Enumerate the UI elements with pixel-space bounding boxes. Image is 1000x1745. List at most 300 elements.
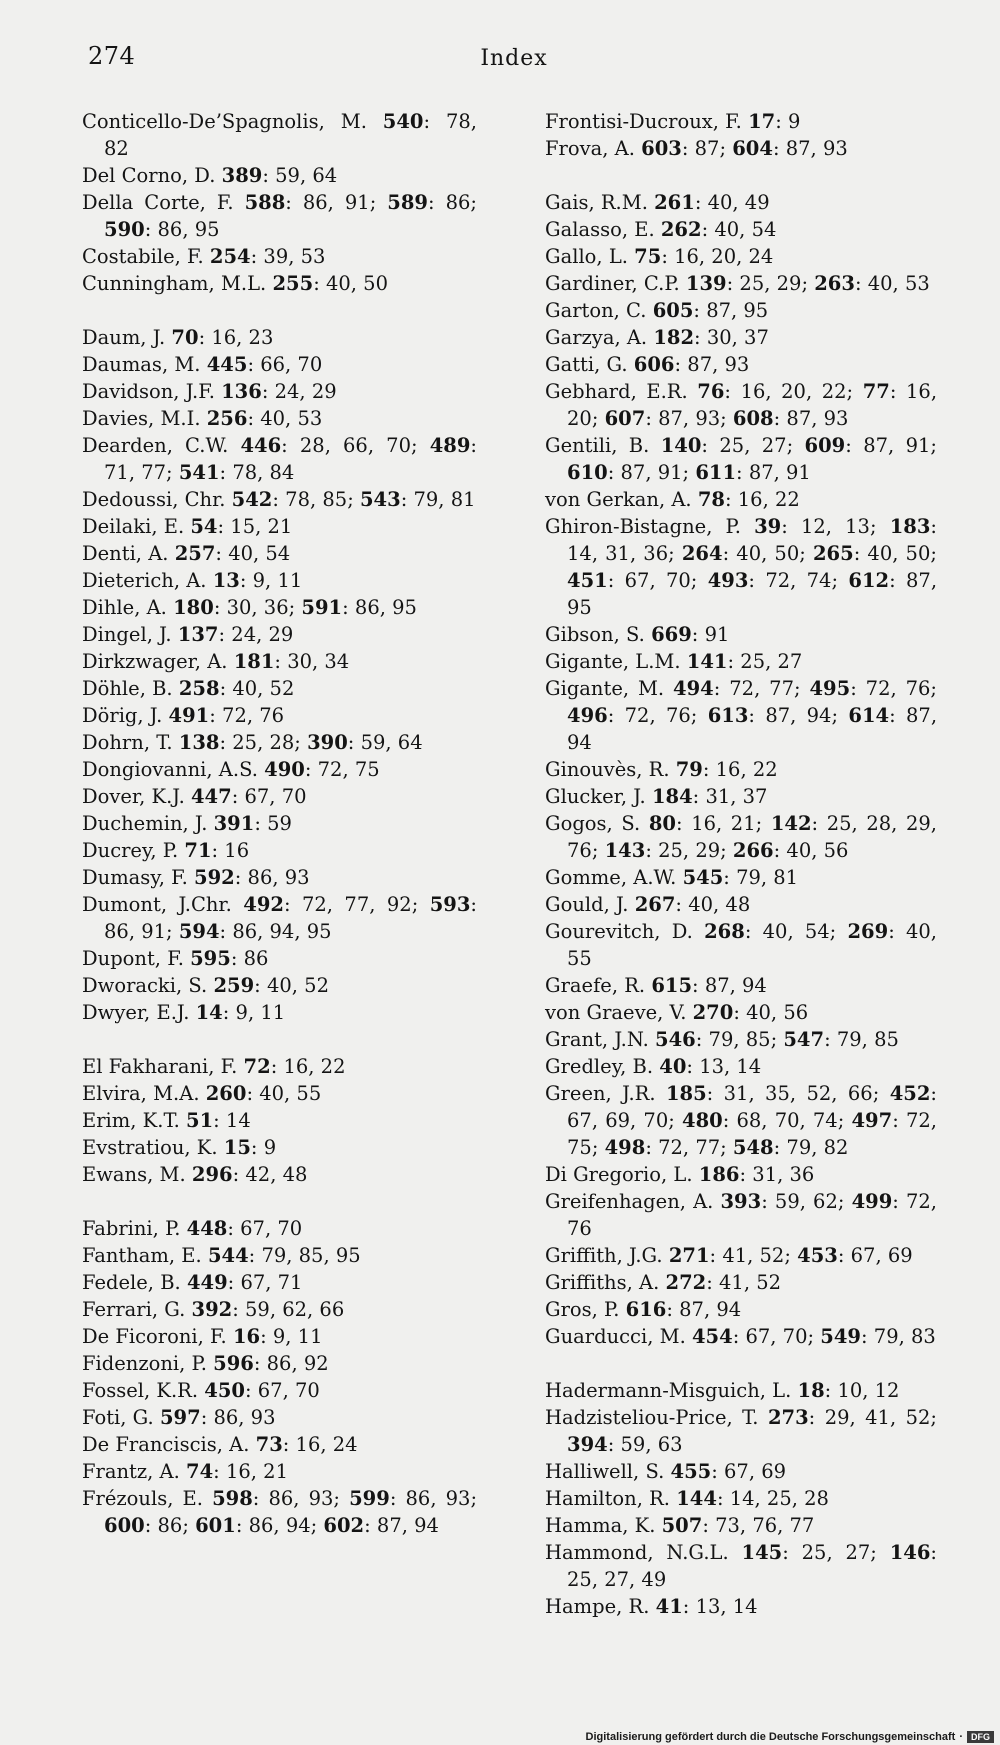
index-entry: Hadzisteliou-Price, T. 273: 29, 41, 52; 394: 59, 63 — [545, 1406, 937, 1456]
author-name: Hamma, K. — [545, 1514, 656, 1537]
author-name: Dohrn, T. — [82, 731, 173, 754]
index-entry: Dwyer, E.J. 14: 9, 11 — [82, 1001, 286, 1024]
author-name: Greifenhagen, A. — [545, 1190, 714, 1213]
item-number: 263 — [814, 272, 855, 295]
index-entry: Dupont, F. 595: 86 — [82, 947, 269, 970]
index-entry: Hadermann-Misguich, L. 18: 10, 12 — [545, 1379, 900, 1402]
page-refs: 16, 22 — [715, 758, 778, 781]
page-refs: 42, 48 — [245, 1163, 308, 1186]
page-refs: 13, 14 — [695, 1595, 758, 1618]
item-number: 75 — [634, 245, 662, 268]
page-refs: 78, 85 — [285, 488, 348, 511]
author-name: Ginouvès, R. — [545, 758, 670, 781]
author-name: Guarducci, M. — [545, 1325, 686, 1348]
page-refs: 72, 76 — [624, 704, 691, 727]
item-number: 184 — [651, 785, 693, 808]
page-refs: 79, 82 — [786, 1136, 849, 1159]
item-number: 41 — [655, 1595, 683, 1618]
item-number: 588 — [244, 191, 286, 214]
index-entry: Foti, G. 597: 86, 93 — [82, 1406, 276, 1429]
index-entry: Griffiths, A. 272: 41, 52 — [545, 1271, 782, 1294]
item-number: 592 — [194, 866, 235, 889]
page-refs: 40, 54 — [714, 218, 777, 241]
item-number: 266 — [732, 839, 774, 862]
page-refs: 40, 56 — [786, 839, 849, 862]
item-number: 79 — [675, 758, 703, 781]
item-number: 77 — [862, 380, 890, 403]
author-name: Foti, G. — [82, 1406, 154, 1429]
item-number: 264 — [681, 542, 723, 565]
author-name: Halliwell, S. — [545, 1460, 665, 1483]
item-number: 39 — [754, 515, 782, 538]
item-number: 269 — [847, 920, 889, 943]
page-refs: 87, 93 — [786, 407, 849, 430]
index-entry: Dongiovanni, A.S. 490: 72, 75 — [82, 758, 380, 781]
author-name: Fidenzoni, P. — [82, 1352, 207, 1375]
item-number: 614 — [848, 704, 890, 727]
item-number: 591 — [301, 596, 343, 619]
item-number: 597 — [159, 1406, 201, 1429]
page-refs: 31, 37 — [705, 785, 768, 808]
page-refs: 25, 29 — [658, 839, 721, 862]
index-entry: Fantham, E. 544: 79, 85, 95 — [82, 1244, 361, 1267]
page-refs: 40, 53 — [260, 407, 323, 430]
index-entry: Elvira, M.A. 260: 40, 55 — [82, 1082, 322, 1105]
author-name: Frova, A. — [545, 137, 635, 160]
item-number: 669 — [651, 623, 692, 646]
page-refs: 79, 83 — [873, 1325, 936, 1348]
index-entry: Del Corno, D. 389: 59, 64 — [82, 164, 338, 187]
page-refs: 87, 91 — [620, 461, 683, 484]
item-number: 71 — [184, 839, 212, 862]
index-entry: Dieterich, A. 13: 9, 11 — [82, 569, 303, 592]
page-refs: 86, 95 — [157, 218, 220, 241]
item-number: 296 — [191, 1163, 233, 1186]
page-refs: 41, 52 — [719, 1271, 782, 1294]
page-refs: 40, 56 — [746, 1001, 809, 1024]
item-number: 141 — [686, 650, 728, 673]
index-entry: Green, J.R. 185: 31, 35, 52, 66; 452: 67, 69, 70; 480: 68, 70, 74; 497: 72, 75; 498: 72, 77; 548: 79, 82 — [545, 1082, 937, 1159]
page-refs: 67, 70 — [244, 785, 307, 808]
page-refs: 79, 85 — [708, 1028, 771, 1051]
author-name: Dirkzwager, A. — [82, 650, 228, 673]
page-refs: 86 — [445, 191, 471, 214]
item-number: 181 — [233, 650, 275, 673]
page-refs: 73, 76, 77 — [715, 1514, 815, 1537]
author-name: Gallo, L. — [545, 245, 628, 268]
item-number: 261 — [654, 191, 695, 214]
index-entry: Galasso, E. 262: 40, 54 — [545, 218, 777, 241]
index-entry: Gould, J. 267: 40, 48 — [545, 893, 751, 916]
item-number: 78 — [697, 488, 725, 511]
page-refs: 41, 52 — [722, 1244, 785, 1267]
page-refs: 59, 64 — [360, 731, 423, 754]
author-name: Davidson, J.F. — [82, 380, 215, 403]
page-refs: 86, 91 — [302, 191, 370, 214]
page-refs: 78, 84 — [232, 461, 295, 484]
index-entry: Garzya, A. 182: 30, 37 — [545, 326, 769, 349]
index-entry: Dörig, J. 491: 72, 76 — [82, 704, 285, 727]
page-refs: 87, 94 — [704, 974, 767, 997]
page-refs: 31, 35, 52, 66 — [723, 1082, 873, 1105]
item-number: 603 — [641, 137, 682, 160]
item-number: 595 — [190, 947, 231, 970]
item-number: 137 — [177, 623, 219, 646]
page-refs: 40, 55 — [259, 1082, 322, 1105]
index-entry: Ferrari, G. 392: 59, 62, 66 — [82, 1298, 345, 1321]
page-refs: 86, 93 — [213, 1406, 276, 1429]
index-entry: von Graeve, V. 270: 40, 56 — [545, 1001, 809, 1024]
page-refs: 67, 69, 70 — [567, 1109, 669, 1132]
index-entry: Dedoussi, Chr. 542: 78, 85; 543: 79, 81 — [82, 488, 476, 511]
item-number: 542 — [231, 488, 273, 511]
page-refs: 87, 94 — [679, 1298, 742, 1321]
item-number: 254 — [209, 245, 251, 268]
author-name: Daumas, M. — [82, 353, 201, 376]
item-number: 257 — [174, 542, 216, 565]
author-name: Gould, J. — [545, 893, 629, 916]
item-number: 445 — [206, 353, 248, 376]
item-number: 143 — [604, 839, 646, 862]
author-name: Ferrari, G. — [82, 1298, 186, 1321]
author-name: Frézouls, E. — [82, 1487, 203, 1510]
index-entry: Dworacki, S. 259: 40, 52 — [82, 974, 329, 997]
author-name: Ghiron-Bistagne, P. — [545, 515, 741, 538]
index-entry: Dumasy, F. 592: 86, 93 — [82, 866, 310, 889]
item-number: 142 — [770, 812, 812, 835]
index-entry: Ewans, M. 296: 42, 48 — [82, 1163, 308, 1186]
item-number: 271 — [668, 1244, 710, 1267]
item-number: 13 — [212, 569, 240, 592]
page-refs: 78, 82 — [104, 110, 477, 160]
author-name: Griffith, J.G. — [545, 1244, 663, 1267]
index-entry: De Ficoroni, F. 16: 9, 11 — [82, 1325, 323, 1348]
index-entry: Hammond, N.G.L. 145: 25, 27; 146: 25, 27, 49 — [545, 1541, 937, 1591]
page-refs: 87, 95 — [706, 299, 769, 322]
item-number: 600 — [104, 1514, 145, 1537]
author-name: Hamilton, R. — [545, 1487, 671, 1510]
index-entry: Daumas, M. 445: 66, 70 — [82, 353, 323, 376]
index-entry: Fossel, K.R. 450: 67, 70 — [82, 1379, 320, 1402]
item-number: 596 — [213, 1352, 254, 1375]
index-entry: Cunningham, M.L. 255: 40, 50 — [82, 272, 388, 295]
page-refs: 86 — [157, 1514, 183, 1537]
item-number: 182 — [653, 326, 695, 349]
index-entry: Gais, R.M. 261: 40, 49 — [545, 191, 770, 214]
item-number: 599 — [349, 1487, 390, 1510]
author-name: Hadzisteliou-Price, T. — [545, 1406, 759, 1429]
author-name: Gigante, M. — [545, 677, 665, 700]
page-refs: 86, 93 — [268, 1487, 334, 1510]
index-entry: El Fakharani, F. 72: 16, 22 — [82, 1055, 346, 1078]
author-name: Graefe, R. — [545, 974, 646, 997]
item-number: 272 — [665, 1271, 707, 1294]
item-number: 547 — [783, 1028, 825, 1051]
page-refs: 25, 27 — [719, 434, 787, 457]
item-number: 389 — [221, 164, 263, 187]
page-refs: 25, 28, 29, 76 — [567, 812, 937, 862]
index-entry: Gardiner, C.P. 139: 25, 29; 263: 40, 53 — [545, 272, 930, 295]
item-number: 259 — [213, 974, 255, 997]
item-number: 608 — [732, 407, 774, 430]
author-name: Fabrini, P. — [82, 1217, 181, 1240]
item-number: 543 — [359, 488, 401, 511]
item-number: 268 — [704, 920, 745, 943]
index-entry: Gallo, L. 75: 16, 20, 24 — [545, 245, 774, 268]
item-number: 80 — [648, 812, 676, 835]
page-refs: 10, 12 — [837, 1379, 900, 1402]
item-number: 273 — [767, 1406, 809, 1429]
author-name: Frantz, A. — [82, 1460, 180, 1483]
page-refs: 86, 92 — [266, 1352, 329, 1375]
letter-group-gap — [545, 162, 937, 189]
item-number: 613 — [707, 704, 749, 727]
author-name: De Franciscis, A. — [82, 1433, 250, 1456]
item-number: 391 — [213, 812, 255, 835]
index-entry: Fabrini, P. 448: 67, 70 — [82, 1217, 303, 1240]
item-number: 452 — [889, 1082, 931, 1105]
author-name: Gros, P. — [545, 1298, 620, 1321]
author-name: Hampe, R. — [545, 1595, 650, 1618]
page-refs: 68, 70, 74 — [736, 1109, 838, 1132]
item-number: 16 — [232, 1325, 261, 1348]
author-name: Duchemin, J. — [82, 812, 208, 835]
author-name: Gredley, B. — [545, 1055, 654, 1078]
page-refs: 86, 93 — [405, 1487, 471, 1510]
item-number: 15 — [223, 1136, 251, 1159]
author-name: Dongiovanni, A.S. — [82, 758, 258, 781]
page-refs: 40, 49 — [707, 191, 770, 214]
index-entry: Gros, P. 616: 87, 94 — [545, 1298, 742, 1321]
page-refs: 72, 76 — [222, 704, 285, 727]
author-name: Fossel, K.R. — [82, 1379, 199, 1402]
author-name: Daum, J. — [82, 326, 166, 349]
index-entry: Ducrey, P. 71: 16 — [82, 839, 250, 862]
author-name: Hammond, N.G.L. — [545, 1541, 729, 1564]
author-name: Green, J.R. — [545, 1082, 656, 1105]
index-entry: Davidson, J.F. 136: 24, 29 — [82, 380, 337, 403]
author-name: Costabile, F. — [82, 245, 204, 268]
item-number: 507 — [661, 1514, 703, 1537]
page-refs: 72, 76 — [567, 1190, 937, 1240]
page-refs: 16, 20 — [567, 380, 938, 430]
author-name: Gourevitch, D. — [545, 920, 693, 943]
item-number: 260 — [205, 1082, 247, 1105]
index-entry: Frontisi-Ducroux, F. 17: 9 — [545, 110, 801, 133]
page-refs: 16, 21 — [691, 812, 756, 835]
item-number: 145 — [741, 1541, 783, 1564]
index-entry: Erim, K.T. 51: 14 — [82, 1109, 251, 1132]
author-name: Dworacki, S. — [82, 974, 208, 997]
author-name: Glucker, J. — [545, 785, 646, 808]
author-name: Dover, K.J. — [82, 785, 185, 808]
page-refs: 30, 37 — [706, 326, 769, 349]
page-refs: 16 — [224, 839, 250, 862]
index-column-left — [82, 108, 477, 1539]
author-name: Dörig, J. — [82, 704, 163, 727]
page-refs: 16, 22 — [283, 1055, 346, 1078]
index-entry: Conticello-De’Spagnolis, M. 540: 78, 82 — [82, 110, 477, 160]
page-refs: 79, 81 — [413, 488, 476, 511]
index-column-right — [545, 108, 937, 1620]
page-refs: 13, 14 — [699, 1055, 762, 1078]
item-number: 590 — [104, 218, 145, 241]
index-entry: Glucker, J. 184: 31, 37 — [545, 785, 768, 808]
index-entry: Gomme, A.W. 545: 79, 81 — [545, 866, 799, 889]
page-refs: 87, 94 — [765, 704, 832, 727]
item-number: 186 — [698, 1163, 740, 1186]
page-refs: 30, 34 — [287, 650, 350, 673]
item-number: 490 — [264, 758, 305, 781]
item-number: 598 — [212, 1487, 253, 1510]
author-name: Gentili, B. — [545, 434, 650, 457]
item-number: 448 — [186, 1217, 228, 1240]
item-number: 144 — [676, 1487, 717, 1510]
author-name: Evstratiou, K. — [82, 1136, 218, 1159]
item-number: 451 — [567, 569, 608, 592]
author-name: Galasso, E. — [545, 218, 655, 241]
index-entry: Dover, K.J. 447: 67, 70 — [82, 785, 307, 808]
item-number: 185 — [665, 1082, 707, 1105]
index-entry: De Franciscis, A. 73: 16, 24 — [82, 1433, 358, 1456]
running-head-title: Index — [480, 46, 548, 71]
index-entry: Guarducci, M. 454: 67, 70; 549: 79, 83 — [545, 1325, 936, 1348]
page-refs: 14, 25, 28 — [729, 1487, 829, 1510]
author-name: Erim, K.T. — [82, 1109, 180, 1132]
page-refs: 9 — [788, 110, 801, 133]
item-number: 612 — [848, 569, 890, 592]
letter-group-gap — [82, 297, 477, 324]
author-name: Grant, J.N. — [545, 1028, 649, 1051]
page-refs: 40, 50 — [325, 272, 388, 295]
item-number: 51 — [186, 1109, 214, 1132]
author-name: Gebhard, E.R. — [545, 380, 688, 403]
page-refs: 40, 55 — [567, 920, 937, 970]
page-refs: 67, 69 — [724, 1460, 787, 1483]
index-entry: Dearden, C.W. 446: 28, 66, 70; 489: 71, 77; 541: 78, 84 — [82, 434, 477, 484]
author-name: De Ficoroni, F. — [82, 1325, 227, 1348]
page-refs: 87, 93 — [785, 137, 848, 160]
item-number: 54 — [190, 515, 218, 538]
item-number: 450 — [204, 1379, 245, 1402]
page-refs: 16, 23 — [211, 326, 274, 349]
page-refs: 87, 93 — [658, 407, 721, 430]
page-refs: 29, 41, 52 — [824, 1406, 931, 1429]
author-name: Gigante, L.M. — [545, 650, 681, 673]
author-name: Dumont, J.Chr. — [82, 893, 232, 916]
page-refs: 25, 27 — [801, 1541, 871, 1564]
page-number: 274 — [88, 42, 136, 70]
item-number: 480 — [682, 1109, 723, 1132]
author-name: Dearden, C.W. — [82, 434, 229, 457]
item-number: 611 — [695, 461, 737, 484]
footer-text: Digitalisierung gefördert durch die Deutsche Forschungsgemeinschaft — [585, 1731, 956, 1743]
item-number: 390 — [307, 731, 348, 754]
author-name: Dupont, F. — [82, 947, 184, 970]
page-refs: 40, 53 — [867, 272, 930, 295]
page-refs: 86, 94 — [248, 1514, 311, 1537]
index-entry: Frantz, A. 74: 16, 21 — [82, 1460, 288, 1483]
page-refs: 72, 77, 92 — [301, 893, 412, 916]
item-number: 545 — [682, 866, 724, 889]
item-number: 499 — [851, 1190, 893, 1213]
index-entry: Halliwell, S. 455: 67, 69 — [545, 1460, 787, 1483]
item-number: 615 — [651, 974, 693, 997]
page-refs: 79, 81 — [736, 866, 799, 889]
page-refs: 59, 62, 66 — [245, 1298, 345, 1321]
page-refs: 67, 70 — [257, 1379, 320, 1402]
index-entry: Dumont, J.Chr. 492: 72, 77, 92; 593: 86, 91; 594: 86, 94, 95 — [82, 893, 477, 943]
page-refs: 40, 52 — [232, 677, 295, 700]
item-number: 180 — [173, 596, 214, 619]
author-name: Deilaki, E. — [82, 515, 185, 538]
item-number: 544 — [207, 1244, 249, 1267]
author-name: Ducrey, P. — [82, 839, 179, 862]
author-name: Frontisi-Ducroux, F. — [545, 110, 742, 133]
item-number: 495 — [809, 677, 851, 700]
item-number: 392 — [191, 1298, 233, 1321]
page-refs: 15, 21 — [230, 515, 293, 538]
letter-group-gap — [82, 1026, 477, 1053]
page-refs: 14 — [225, 1109, 251, 1132]
author-name: Ewans, M. — [82, 1163, 186, 1186]
page-refs: 67, 69 — [850, 1244, 913, 1267]
author-name: Gibson, S. — [545, 623, 645, 646]
index-entry: Frova, A. 603: 87; 604: 87, 93 — [545, 137, 848, 160]
item-number: 498 — [604, 1136, 646, 1159]
page-refs: 14, 31, 36 — [567, 542, 669, 565]
author-name: Döhle, B. — [82, 677, 173, 700]
page-refs: 9, 11 — [252, 569, 303, 592]
index-entry: Gebhard, E.R. 76: 16, 20, 22; 77: 16, 20; 607: 87, 93; 608: 87, 93 — [545, 380, 938, 430]
item-number: 18 — [797, 1379, 825, 1402]
item-number: 72 — [243, 1055, 271, 1078]
page-refs: 25, 28 — [232, 731, 295, 754]
index-entry: Ginouvès, R. 79: 16, 22 — [545, 758, 778, 781]
page-refs: 67, 70 — [624, 569, 691, 592]
item-number: 607 — [604, 407, 646, 430]
index-entry: Dingel, J. 137: 24, 29 — [82, 623, 294, 646]
page-refs: 87, 93 — [687, 353, 750, 376]
page-refs: 87, 94 — [567, 704, 938, 754]
index-entry: Griffith, J.G. 271: 41, 52; 453: 67, 69 — [545, 1244, 913, 1267]
index-entry: Evstratiou, K. 15: 9 — [82, 1136, 277, 1159]
page-refs: 87, 95 — [567, 569, 938, 619]
item-number: 449 — [186, 1271, 228, 1294]
item-number: 491 — [168, 704, 210, 727]
page-refs: 28, 66, 70 — [299, 434, 411, 457]
index-entry: Fidenzoni, P. 596: 86, 92 — [82, 1352, 329, 1375]
item-number: 140 — [660, 434, 702, 457]
digitization-footer — [586, 1731, 994, 1743]
index-entry: Gigante, M. 494: 72, 77; 495: 72, 76; 496: 72, 76; 613: 87, 94; 614: 87, 94 — [545, 677, 938, 754]
item-number: 589 — [387, 191, 428, 214]
index-entry: Grant, J.N. 546: 79, 85; 547: 79, 85 — [545, 1028, 899, 1051]
author-name: Gogos, S. — [545, 812, 641, 835]
item-number: 453 — [797, 1244, 838, 1267]
page-refs: 79, 85 — [836, 1028, 899, 1051]
author-name: Fedele, B. — [82, 1271, 181, 1294]
page-refs: 39, 53 — [263, 245, 326, 268]
item-number: 601 — [195, 1514, 236, 1537]
page-refs: 86, 95 — [354, 596, 417, 619]
author-name: Griffiths, A. — [545, 1271, 660, 1294]
author-name: von Gerkan, A. — [545, 488, 692, 511]
page-refs: 91 — [704, 623, 730, 646]
author-name: Denti, A. — [82, 542, 169, 565]
page-refs: 87, 94 — [376, 1514, 439, 1537]
author-name: Dedoussi, Chr. — [82, 488, 226, 511]
